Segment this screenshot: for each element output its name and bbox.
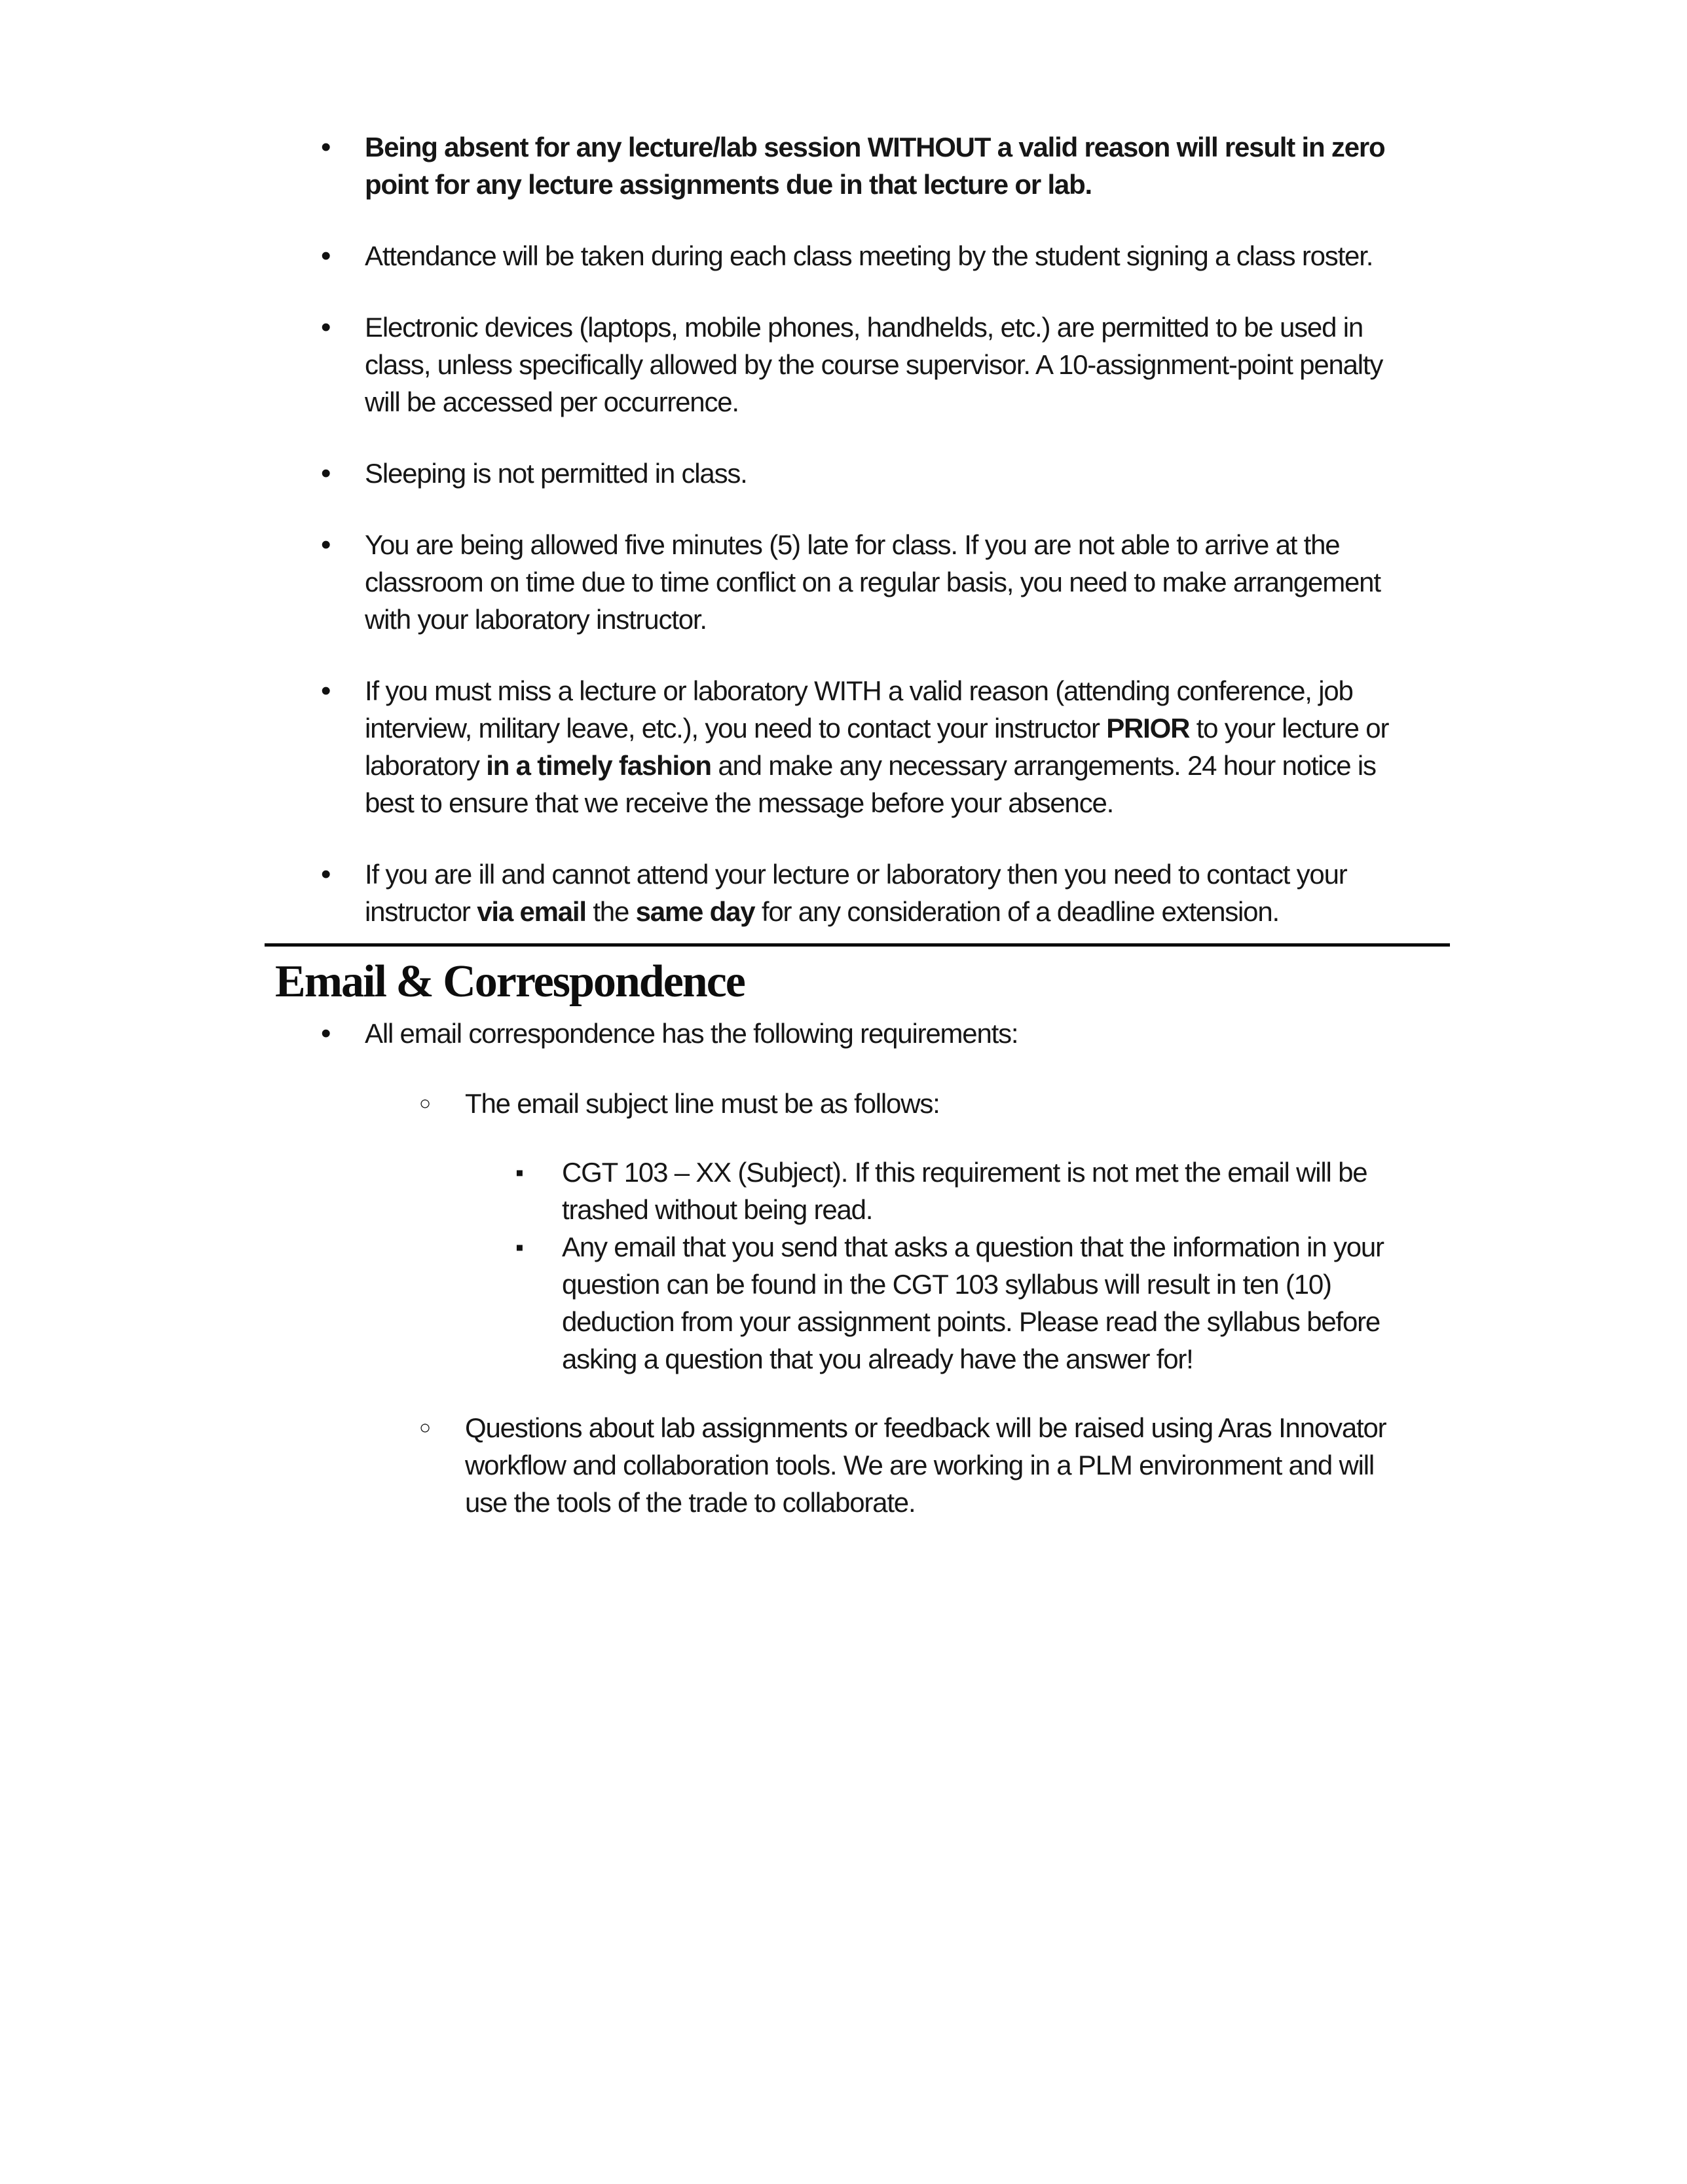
bullet-text xyxy=(365,856,1424,930)
bullet-text xyxy=(365,237,1424,274)
bullet-text-segment: CGT 103 – XX (Subject). If this requirement is not met the email will be trashed without being read. xyxy=(562,1157,1367,1225)
bullet-item xyxy=(321,455,1687,492)
bullet-text-segment-bold: same day xyxy=(635,896,755,927)
bullet-text xyxy=(365,128,1424,203)
bullet-text-segment: for any consideration of a deadline extension. xyxy=(754,896,1279,927)
bullet-circle-icon: ○ xyxy=(419,1417,432,1439)
sub-bullet-text xyxy=(465,1085,1421,1122)
square-bullet-group xyxy=(0,1154,1687,1378)
bullet-circle-icon: ○ xyxy=(419,1093,432,1114)
bullet-text-segment: All email correspondence has the following requirements: xyxy=(365,1018,1018,1049)
email-bullet-list xyxy=(0,1015,1687,1052)
bullet-text-segment-bold: in a timely fashion xyxy=(486,750,711,781)
square-bullet-text xyxy=(562,1154,1421,1228)
bullet-text-segment: Questions about lab assignments or feedback will be raised using Aras Innovator workflow and collaboration tools. We are working in a PLM environment and will use the tools of the trade to collaborate. xyxy=(465,1412,1386,1518)
square-bullet-item xyxy=(515,1154,1687,1228)
bullet-text xyxy=(365,309,1424,421)
sub-bullet-item xyxy=(419,1085,1687,1122)
bullet-item xyxy=(321,856,1687,930)
section-heading-email-correspondence: Email & Correspondence xyxy=(275,956,745,1007)
bullet-text xyxy=(365,1015,1424,1052)
bullet-text xyxy=(365,672,1424,821)
sub-bullet-text xyxy=(465,1409,1421,1521)
sub-bullet-item xyxy=(419,1409,1687,1521)
bullet-disc-icon: • xyxy=(321,858,331,890)
bullet-text-segment-bold: PRIOR xyxy=(1106,713,1190,744)
bullet-text-segment: You are being allowed five minutes (5) late for class. If you are not able to arrive at the classroom on time due to time conflict on a regular basis, you need to make arrangement with your laboratory instructor. xyxy=(365,529,1381,635)
bullet-text-segment: Attendance will be taken during each class meeting by the student signing a class roster. xyxy=(365,240,1373,271)
bullet-item xyxy=(321,237,1687,274)
bullet-disc-icon: • xyxy=(321,311,331,343)
bullet-text-segment-bold: via email xyxy=(477,896,586,927)
bullet-item xyxy=(321,309,1687,421)
bullet-disc-icon: • xyxy=(321,457,331,489)
bullet-disc-icon: • xyxy=(321,529,331,561)
bullet-text-segment: If you are ill and cannot attend your lecture or laboratory then you need to contact your instructor xyxy=(365,859,1347,927)
bullet-square-icon: ▪ xyxy=(515,1233,524,1260)
bullet-disc-icon: • xyxy=(321,131,331,163)
bullet-text-segment: The email subject line must be as follows: xyxy=(465,1088,940,1119)
bullet-item xyxy=(321,128,1687,203)
bullet-item xyxy=(321,672,1687,821)
bullet-item xyxy=(321,526,1687,638)
bullet-text-segment: and make any necessary arrangements. 24 hour notice is best to ensure that we receive the message before your absence. xyxy=(365,750,1376,818)
bullet-text-segment: If you must miss a lecture or laboratory WITH a valid reason (attending conference, job interview, military leave, etc.), you need to contact your instructor xyxy=(365,675,1353,744)
bullet-text xyxy=(365,526,1424,638)
attendance-bullet-list xyxy=(0,128,1687,930)
bullet-disc-icon: • xyxy=(321,675,331,707)
bullet-text-segment: to your lecture or laboratory xyxy=(365,713,1389,781)
section-divider xyxy=(265,943,1450,947)
bullet-text xyxy=(365,455,1424,492)
bullet-text-segment: Being absent for any lecture/lab session WITHOUT a valid reason will result in zero point for any lecture assignments due in that lecture or lab. xyxy=(365,132,1385,200)
square-bullet-text xyxy=(562,1228,1421,1378)
bullet-item xyxy=(321,1015,1687,1052)
bullet-disc-icon: • xyxy=(321,240,331,272)
square-bullet-item xyxy=(515,1228,1687,1378)
bullet-text-segment: Electronic devices (laptops, mobile phones, handhelds, etc.) are permitted to be used in class, unless specifically allowed by the course supervisor. A 10-assignment-point penalty will be accessed per occurrence. xyxy=(365,312,1383,417)
bullet-text-segment: Sleeping is not permitted in class. xyxy=(365,458,747,489)
bullet-disc-icon: • xyxy=(321,1017,331,1049)
bullet-square-icon: ▪ xyxy=(515,1159,524,1186)
bullet-text-segment: Any email that you send that asks a question that the information in your question can be found in the CGT 103 syllabus will result in ten (10) deduction from your assignment points. Please read the syllabus before asking a question that you already have the answer for! xyxy=(562,1232,1384,1374)
bullet-text-segment: the xyxy=(585,896,636,927)
